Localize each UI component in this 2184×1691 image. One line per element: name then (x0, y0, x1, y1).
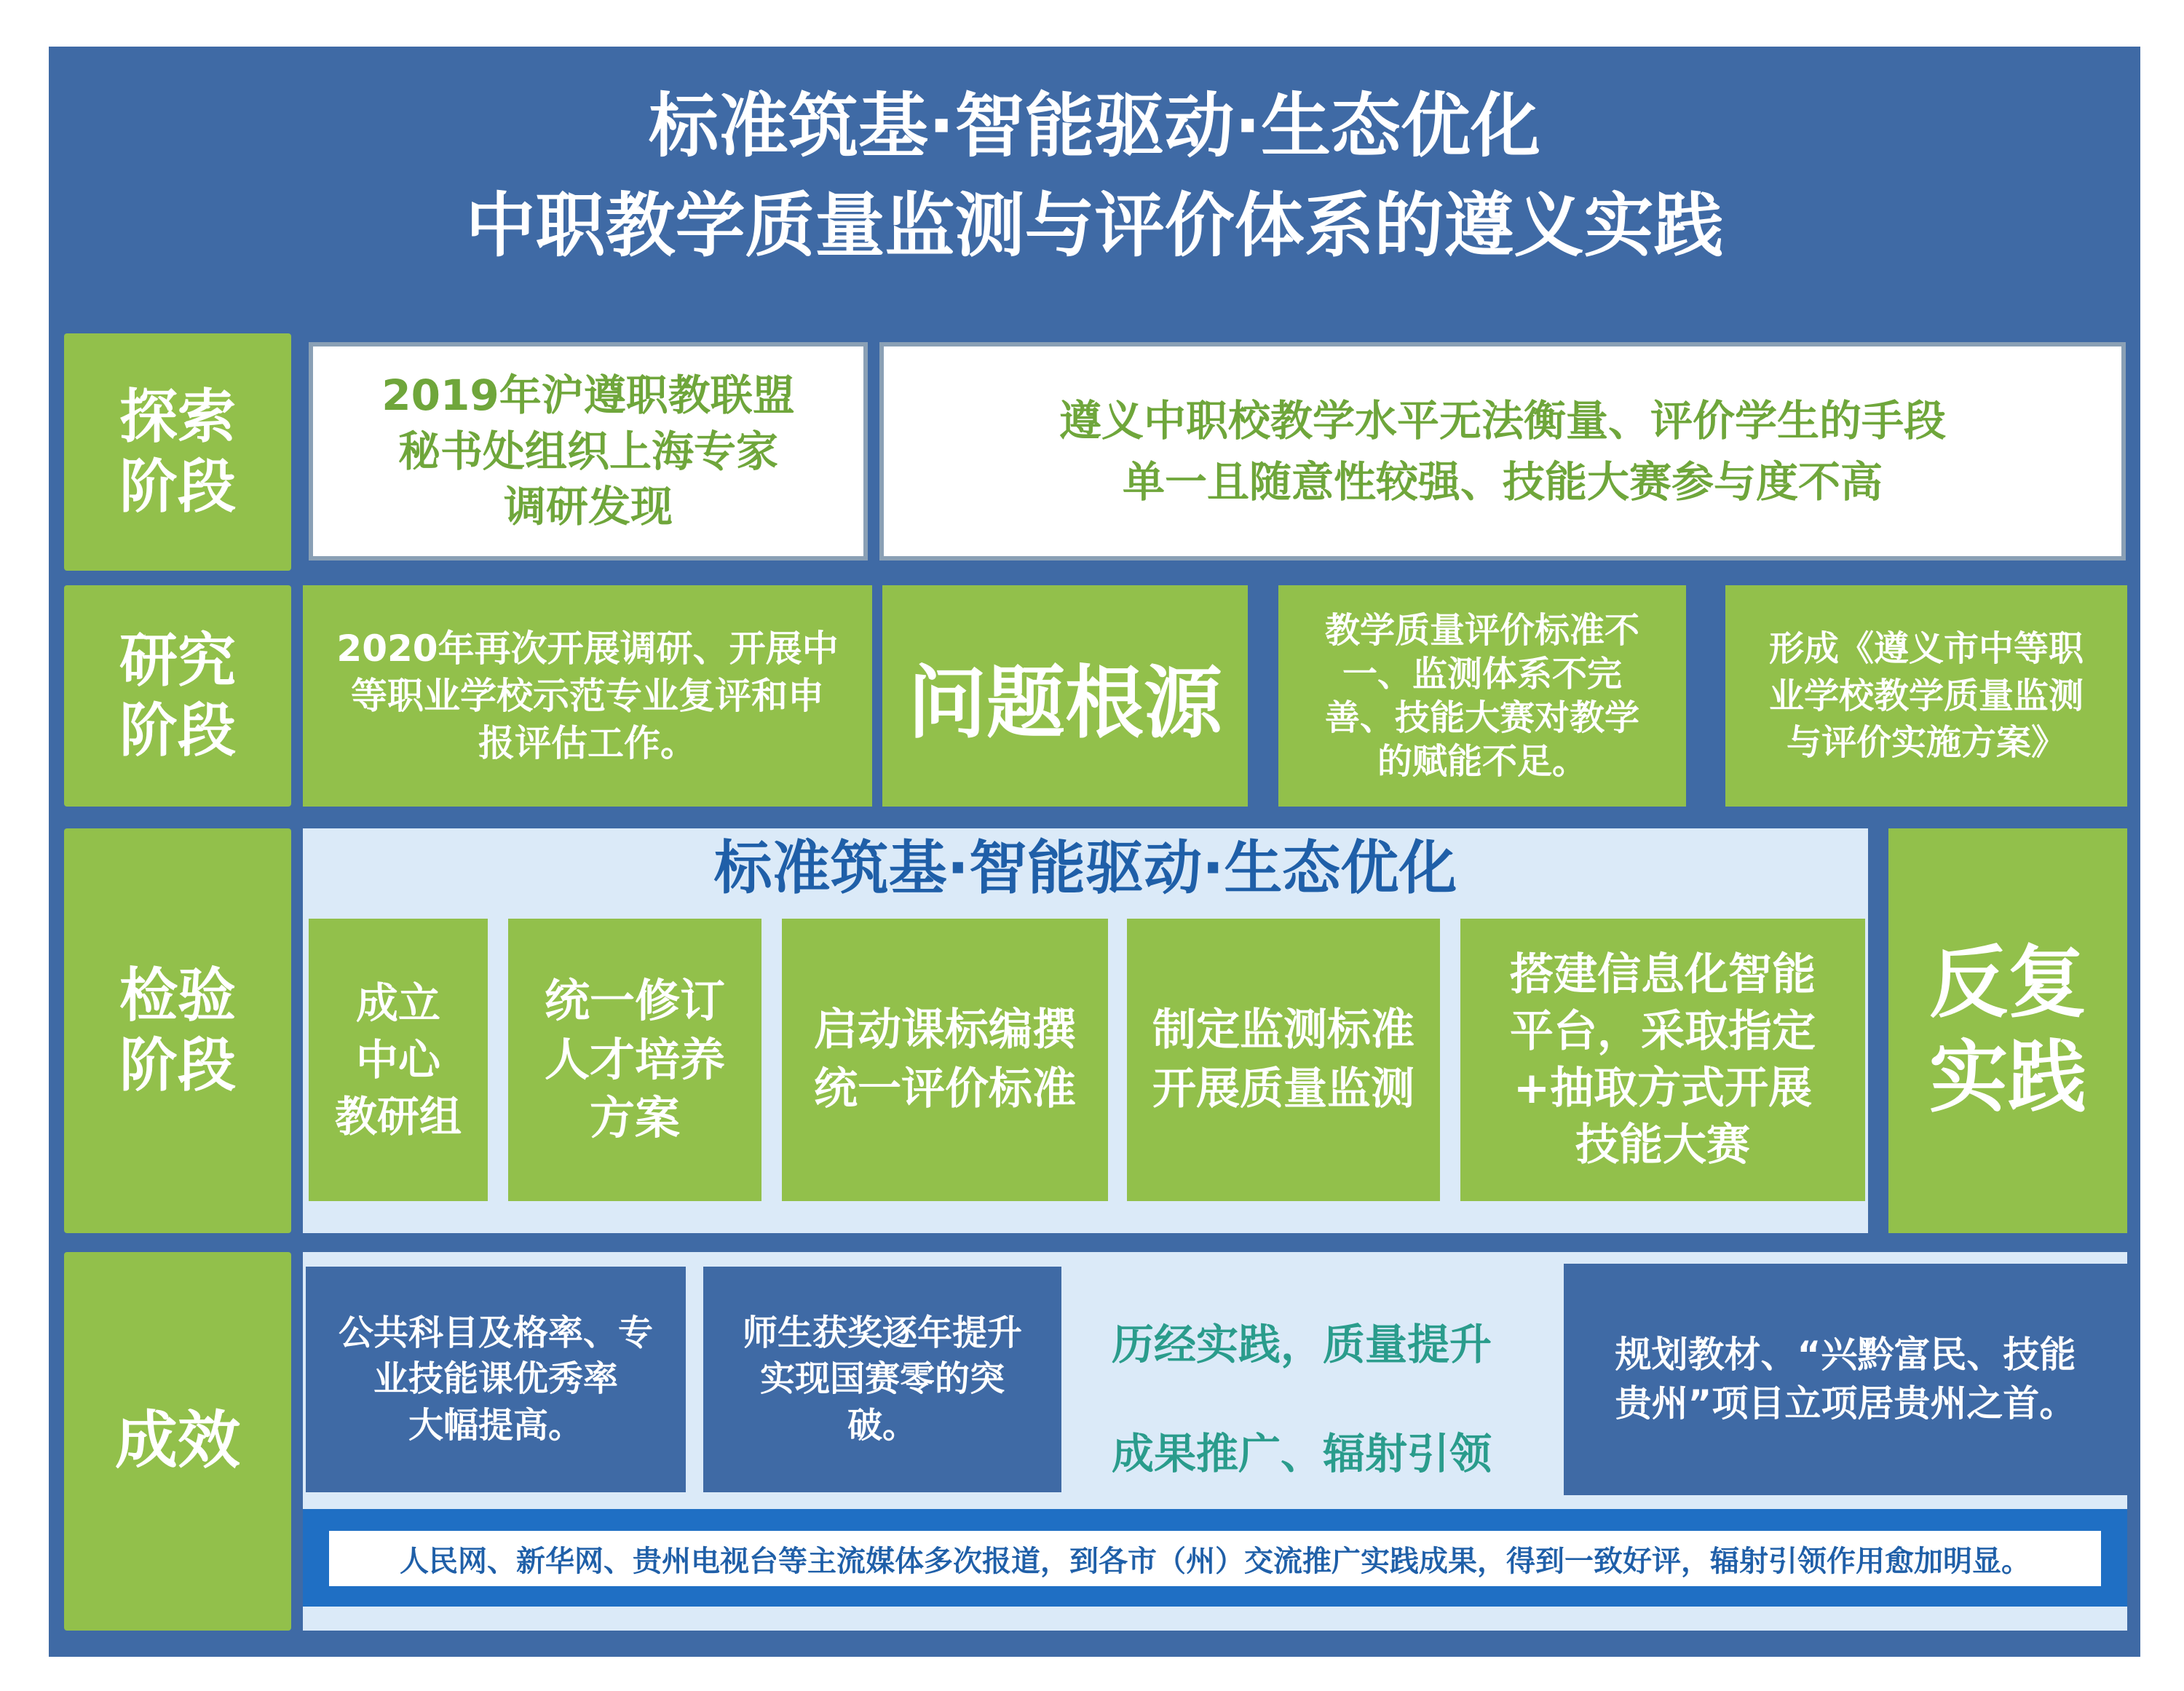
explore-finding-box: 2019年沪遵职教联盟 秘书处组织上海专家 调研发现 (309, 342, 868, 561)
verify-step-1: 成立 中心 教研组 (309, 919, 488, 1201)
verify-step-2: 统一修订 人才培养 方案 (508, 919, 761, 1201)
verify-repeat-practice: 反复 实践 (1888, 828, 2127, 1233)
stage-label-verify: 检验 阶段 (64, 828, 291, 1233)
stage-label-research: 研究 阶段 (64, 585, 291, 807)
research-issue-box: 教学质量评价标准不 一、监测体系不完 善、技能大赛对教学 的赋能不足。 (1278, 585, 1686, 807)
verify-panel-title: 标准筑基·智能驱动·生态优化 (713, 834, 1457, 902)
title-line-1: 标准筑基·智能驱动·生态优化 (649, 85, 1540, 167)
results-pass-rate-box: 公共科目及格率、专 业技能课优秀率 大幅提高。 (306, 1267, 686, 1492)
results-center-line-1: 历经实践，质量提升 (1111, 1320, 1492, 1369)
stage-label-results: 成效 (64, 1252, 291, 1631)
results-center-line-2: 成果推广、辐射引领 (1111, 1429, 1492, 1478)
research-survey-box: 2020年再次开展调研、开展中 等职业学校示范专业复评和申 报评估工作。 (303, 585, 872, 807)
verify-step-4: 制定监测标准 开展质量监测 (1127, 919, 1440, 1201)
research-root-cause-box: 问题根源 (882, 585, 1248, 807)
results-awards-box: 师生获奖逐年提升 实现国赛零的突 破。 (703, 1267, 1061, 1492)
research-plan-box: 形成《遵义市中等职 业学校教学质量监测 与评价实施方案》 (1725, 585, 2127, 807)
verify-step-5: 搭建信息化智能 平台，采取指定 +抽取方式开展 技能大赛 (1460, 919, 1865, 1201)
verify-step-3: 启动课标编撰 统一评价标准 (782, 919, 1108, 1201)
explore-problem-box: 遵义中职校教学水平无法衡量、评价学生的手段 单一且随意性较强、技能大赛参与度不高 (879, 342, 2126, 561)
stage-label-explore: 探索 阶段 (64, 333, 291, 571)
results-textbook-box: 规划教材、“兴黔富民、技能 贵州”项目立项居贵州之首。 (1564, 1264, 2127, 1495)
results-footer-text: 人民网、新华网、贵州电视台等主流媒体多次报道，到各市（州）交流推广实践成果，得到一致好评，辐射引领作用愈加明显。 (329, 1531, 2101, 1586)
title-line-2: 中职教学质量监测与评价体系的遵义实践 (465, 185, 1724, 266)
